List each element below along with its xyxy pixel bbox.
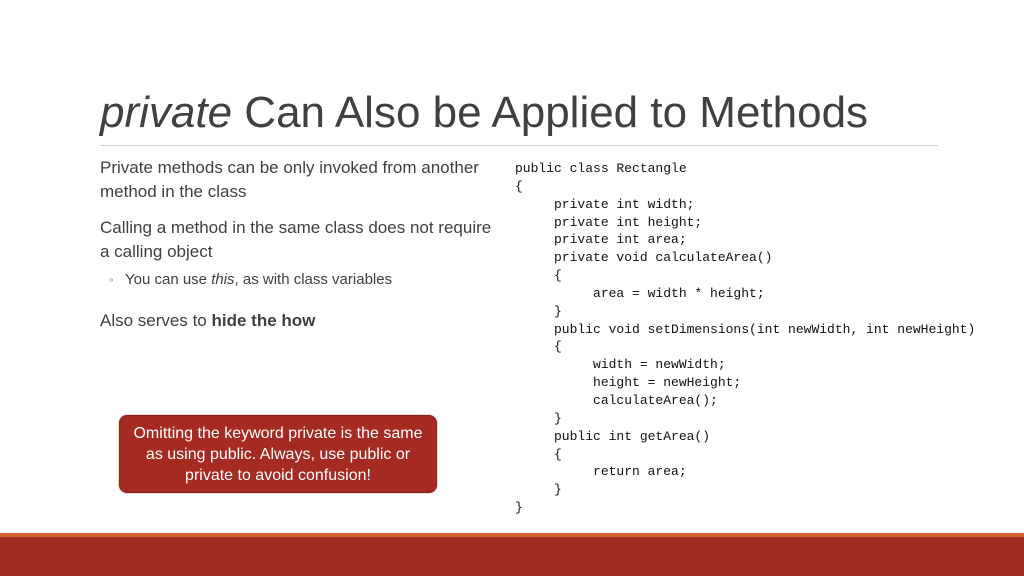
paragraph-bold-text: hide the how bbox=[211, 311, 316, 330]
paragraph-calling-object: Calling a method in the same class does not require a calling object bbox=[100, 218, 492, 261]
sub-bullet-prefix: You can use bbox=[125, 271, 212, 288]
paragraph-private-methods: Private methods can be only invoked from another method in the class bbox=[100, 158, 479, 201]
sub-bullet-keyword: this bbox=[211, 271, 235, 288]
sub-bullet-this bbox=[109, 269, 495, 291]
page-title bbox=[100, 82, 940, 144]
bullet-content bbox=[100, 156, 495, 345]
warning-callout: Omitting the keyword private is the same as using public. Always, use public or private to avoid confusion! bbox=[119, 415, 437, 493]
title-italic-keyword: private bbox=[100, 88, 233, 137]
paragraph-hide-the-how bbox=[100, 309, 495, 333]
footer-band bbox=[0, 537, 1024, 576]
title-divider bbox=[100, 145, 938, 146]
bullet-circle-icon: ◦ bbox=[109, 272, 114, 287]
code-block: public class Rectangle { private int width; private int height; private int area; private void calculateArea() { area = width * height; } public void setDimensions(int newWidth, int newHeight) { width = newWidth; height = newHeight; calculateArea(); } public int getArea() { return area; } } bbox=[515, 161, 976, 516]
sub-bullet-suffix: , as with class variables bbox=[234, 271, 393, 288]
title-text: Can Also be Applied to Methods bbox=[232, 88, 869, 137]
paragraph-prefix: Also serves to bbox=[100, 311, 212, 330]
